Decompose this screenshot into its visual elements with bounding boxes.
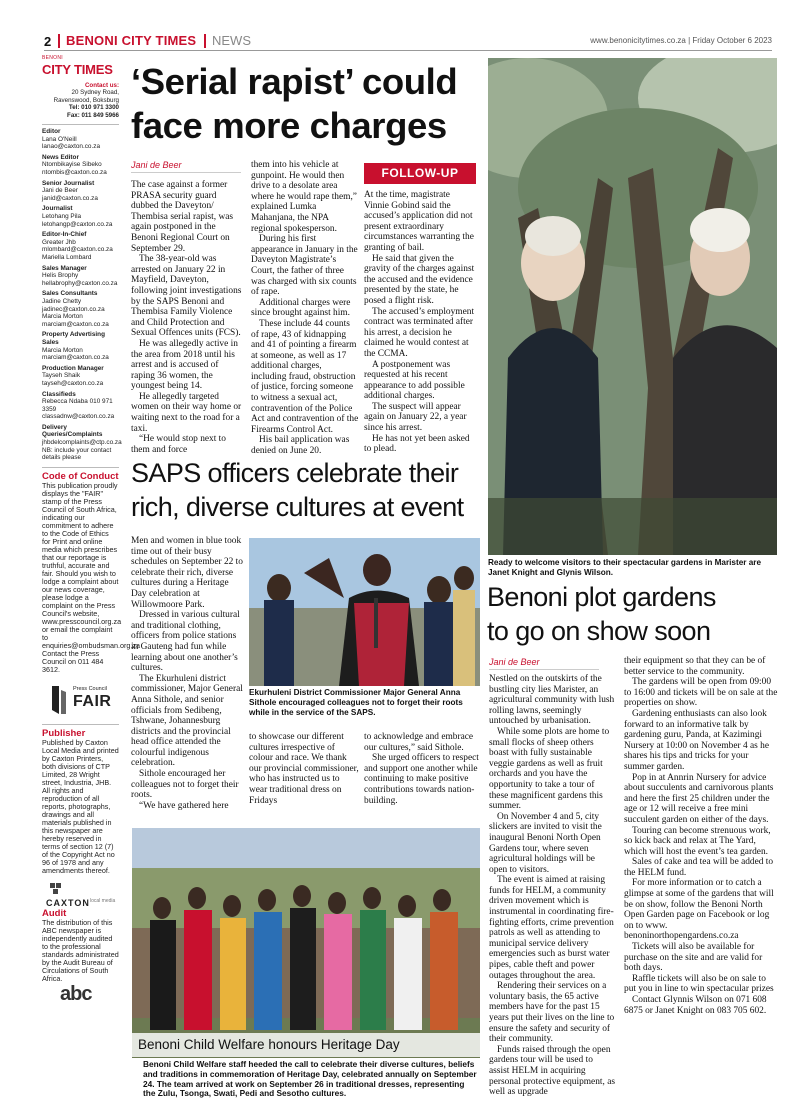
garden-photo	[488, 58, 777, 555]
paragraph: He said that given the gravity of the charges against the accused and the evidence presented by the state, he posed a flight risk.	[364, 253, 475, 306]
staff-list	[42, 128, 122, 462]
staff-email: marciam@caxton.co.za	[42, 354, 109, 362]
url-date: www.benonicitytimes.co.za | Friday October 6 2023	[590, 36, 772, 45]
staff-email2: marciam@caxton.co.za	[42, 320, 109, 328]
paragraph: On November 4 and 5, city slickers are invited to visit the inaugural Benoni North Open Gardens tour, where seven agricultural holdings will be open to visitors.	[489, 811, 602, 875]
logo: CITY TIMES	[42, 61, 113, 77]
fair-stamp	[48, 684, 119, 718]
article1-col1	[131, 180, 244, 455]
caxton-logo	[42, 883, 119, 908]
abc-logo	[60, 982, 119, 1005]
staff-role: Classifieds	[42, 390, 76, 398]
contact-block	[42, 82, 119, 120]
paragraph: Touring can become strenuous work, so kick back and relax at The Yard, which will host the event’s tea garden.	[624, 825, 771, 857]
article2-col1	[131, 536, 244, 811]
code-text: This publication proudly displays the "FAIR" stamp of the Press Council of South Africa, indicating our commitment to adhere to the Code of Ethics for Print and online media which prescribes that our reportage is truthful, accurate and fair. Should you wish to lodge a complaint about our news coverage, please lodge a complaint on the Press Council's website, www.presscouncil.org.za or email the complaint to enquiries@ombudsman.org.za Contact the Press Council on 011 484 3612.	[42, 480, 140, 674]
publisher-heading: Publisher	[42, 727, 86, 739]
staff-email: tayseh@caxton.co.za	[42, 379, 104, 387]
saps-photo	[249, 538, 480, 686]
staff-entry	[42, 128, 119, 151]
article1-col3	[364, 190, 477, 455]
article1-col2	[251, 160, 359, 457]
child-welfare-title: Benoni Child Welfare honours Heritage Day	[132, 1033, 480, 1057]
staff-name: Rebecca Ndaba 010 971 3359	[42, 398, 113, 413]
article2-col2	[249, 732, 359, 806]
paragraph: The suspect will appear again on January 22, a year since his arrest.	[364, 401, 467, 434]
section-name: NEWS	[212, 33, 251, 48]
contact-heading: Contact us:	[84, 81, 119, 89]
caxton-mark-icon	[50, 883, 66, 897]
paragraph: While some plots are home to small flocks of sheep others boast with fully sustainable veggie gardens as well as fruit orchards and you have the opportunity to take a tour of these magnificent gardens this summer.	[489, 726, 610, 812]
header-divider	[204, 34, 206, 48]
staff-entry	[42, 180, 119, 203]
paragraph: She urged officers to respect and support one another while continuing to make positive contributions towards nation-building.	[364, 753, 479, 806]
staff-email: lanao@caxton.co.za	[42, 143, 101, 151]
paragraph: The case against a former PRASA security guard dubbed the Daveyton/ Thembisa serial rapist, was again postponed in the Benoni Regional Court on September 29.	[131, 180, 234, 254]
staff-name: jhbdelcomplaints@ctp.co.za	[42, 439, 122, 447]
paragraph: He allegedly targeted women on their way home or waiting next to the road for a taxi.	[131, 391, 242, 434]
audit-heading: Audit	[42, 907, 67, 919]
staff-role: Sales Consultants	[42, 290, 98, 298]
headline-line: ‘Serial rapist’ could	[131, 61, 458, 102]
article4-col1	[489, 674, 615, 1098]
staff-entry	[42, 205, 119, 228]
staff-entry	[42, 290, 119, 328]
abc-text: abc	[60, 982, 92, 1005]
paragraph: For more information or to catch a glimpse at some of the gardens that will be on show, follow the Benoni North Open Garden page on Facebook or log on to www. benoninorthopengardens.co.za	[624, 878, 774, 942]
headline-line: face more charges	[131, 105, 447, 146]
staff-email: letohangp@caxton.co.za	[42, 220, 113, 228]
paragraph: Dressed in various cultural and traditional clothing, officers from police stations in Gauteng had fun while learning about one another’s cultures.	[131, 610, 240, 674]
paragraph: to acknowledge and embrace our cultures,” said Sithole.	[364, 732, 474, 753]
headline-line: Benoni plot gardens	[487, 582, 716, 612]
paragraph: Pop in at Annrin Nursery for advice about succulents and carnivorous plants and here the first 25 children under the age or 12 will receive a free mini succulent garden on either of the days.	[624, 772, 774, 825]
byline-rule	[131, 172, 241, 173]
staff-name: Letohang Pila	[42, 213, 82, 221]
paragraph: Sithole encouraged her colleagues not to forget their roots.	[131, 769, 239, 801]
article1-headline	[131, 60, 476, 148]
staff-extra: Mariella Lombard	[42, 254, 92, 261]
staff-email: NB: include your contact details please	[42, 446, 112, 462]
masthead-sidebar	[42, 55, 140, 1107]
staff-entry	[42, 154, 119, 177]
logo-small: BENONI	[42, 55, 63, 61]
staff-extra: Marcia Morton	[42, 313, 83, 321]
paragraph: At the time, magistrate Vinnie Gobind said the accused’s application did not present extraordinary circumstances warranting the granting of bail.	[364, 190, 474, 253]
staff-entry	[42, 331, 119, 361]
staff-entry	[42, 231, 119, 261]
paper-name: BENONI CITY TIMES	[66, 33, 197, 48]
fair-stamp-icon	[48, 684, 70, 716]
saps-photo-caption: Ekurhuleni District Commissioner Major General Anna Sithole encouraged colleagues not to forget their roots while in the service of the SAPS.	[249, 688, 463, 717]
paragraph: The accused’s employment contract was terminated after his arrest, a decision he claimed he would contest at the CCMA.	[364, 306, 475, 359]
paragraph: A postponement was requested at his recent appearance to add possible additional charges.	[364, 359, 465, 402]
paragraph: “He would stop next to them and force	[131, 434, 226, 455]
code-heading: Code of Conduct	[42, 470, 119, 482]
child-welfare-photo	[132, 828, 480, 1058]
contact-line: Ravenswood, Boksburg	[53, 96, 119, 104]
article4-headline	[487, 580, 777, 648]
staff-role: Journalist	[42, 205, 73, 213]
paragraph: The gardens will be open from 09:00 to 16:00 and tickets will be on sale at the properties on show.	[624, 677, 778, 709]
paragraph: them into his vehicle at gunpoint. He would then drive to a desolate area where he would rape them,” explained Lumka Mahanjana, the NPA regional spokesperson.	[251, 160, 357, 234]
staff-entry	[42, 391, 119, 421]
garden-photo-caption: Ready to welcome visitors to their spectacular gardens in Marister are Janet Knight and Glynis Wilson.	[488, 558, 762, 577]
paragraph: Contact Glynnis Wilson on 071 608 6875 or Janet Knight on 083 705 602.	[624, 995, 767, 1016]
staff-name: Marcia Morton	[42, 346, 83, 354]
contact-line: 20 Sydney Road,	[71, 89, 119, 97]
byline-rule	[489, 669, 599, 670]
staff-role: Editor-In-Chief	[42, 231, 87, 239]
header-rule	[44, 50, 772, 51]
paragraph: Raffle tickets will also be on sale to put you in line to win spectacular prizes	[624, 973, 774, 995]
staff-name: Jadine Chetty	[42, 297, 82, 305]
staff-email: jadinec@caxton.co.za	[42, 305, 105, 313]
paragraph: Men and women in blue took time out of their busy schedules on September 22 to celebrate their rich, diverse cultures during a Heritage Day celebration at Willowmoore Park.	[131, 536, 243, 610]
publisher-text: Published by Caxton Local Media and printed by Caxton Printers, both divisions of CTP Limited, 28 Wright street, Industria, JHB. All rights and reproduction of all reports, photographs, drawings and all materials published in this newspaper are hereby reserved in terms of section 12 (7) of the Copyright Act no 96 of 1978 and any amendments thereof.	[42, 737, 119, 875]
staff-role: Editor	[42, 128, 61, 136]
staff-email: ntombis@caxton.co.za	[42, 169, 107, 177]
staff-role: News Editor	[42, 153, 79, 161]
paragraph: Funds raised through the open gardens tour will be used to assist HELM in acquiring personal protective equipment, as well as upgrade	[489, 1044, 615, 1098]
divider	[42, 467, 119, 468]
child-welfare-caption: Benoni Child Welfare staff heeded the call to celebrate their diverse cultures, beliefs and traditions in commemoration of Heritage Day, celebrated annually on September 24. The team arrived at work on September 26 in traditional dresses, representing the Zulu, Tsonga, Swati, Pedi and Sesotho cultures.	[143, 1059, 477, 1099]
paragraph: His bail application was denied on June 20.	[251, 435, 350, 457]
paragraph: Rendering their services on a voluntary basis, the 65 active members have for the past 15 years put their lives on the line to ensure the safety and security of their community.	[489, 981, 615, 1045]
paragraph: Tickets will also be available for purchase on the site and are valid for both days.	[624, 942, 763, 974]
paragraph: their equipment so that they can be of better service to the community.	[624, 656, 766, 677]
staff-entry	[42, 265, 119, 288]
contact-line: Tel: 010 971 3300	[68, 104, 119, 112]
article2-col3	[364, 732, 480, 806]
paragraph: Gardening enthusiasts can also look forward to an informative talk by gardening guru, Panda, at Kazimingi Nursery at 10:00 on November 4 as he shares his tips and tricks for your summer garden.	[624, 708, 770, 772]
paragraph: to showcase our different cultures irrespective of colour and race. We thank our provincial commissioner, who has instructed us to wear traditional dress on Fridays	[249, 732, 359, 806]
paragraph: The event is aimed at raising funds for HELM, a community driven movement which is instrumental in coordinating fire-fighting efforts, crime prevention patrols as well as attending to municipal service delivery emergencies such as burst water pipes, cable theft and power outages throughout the area.	[489, 875, 614, 981]
headline-line: SAPS officers celebrate their	[131, 458, 459, 488]
staff-entry	[42, 365, 119, 388]
paragraph: The Ekurhuleni district commissioner, Major General Anna Sithole, and senior officials from Sedibeng, Tshwane, Johannesburg districts and the provincial head office attended the colourful indigenous celebration.	[131, 673, 243, 769]
paragraph: Nestled on the outskirts of the bustling city lies Marister, an agricultural community with lush rolling lawns, seemingly untouched by urbanisation.	[489, 674, 615, 727]
staff-name: Lana O'Neill	[42, 135, 77, 143]
staff-role: Sales Manager	[42, 264, 87, 272]
saps-photo-image	[249, 538, 480, 686]
article2-headline	[131, 456, 483, 524]
divider	[42, 724, 119, 725]
staff-name: Helis Brophy	[42, 272, 79, 280]
paragraph: He has not yet been asked to plead.	[364, 433, 470, 455]
paragraph: These include 44 counts of rape, 43 of kidnapping and 41 of pointing a firearm at someone, as well as 17 additional charges, including fraud, obstruction of justice, forcing someone to witness a sexual act, contravention of the Police Act and contravention of the Firearms Control Act.	[251, 318, 359, 435]
staff-email: mlombard@caxton.co.za	[42, 246, 113, 254]
staff-name: Tayseh Shaik	[42, 372, 81, 380]
staff-role: Property Advertising Sales	[42, 331, 105, 346]
staff-role: Production Manager	[42, 364, 104, 372]
follow-up-tag: FOLLOW-UP	[364, 163, 476, 184]
article4-col2	[624, 656, 778, 1016]
divider	[42, 124, 119, 125]
staff-role: Senior Journalist	[42, 179, 95, 187]
article1-byline: Jani de Beer	[131, 160, 182, 170]
staff-entry	[42, 423, 122, 462]
paragraph: He was allegedly active in the area from 2018 until his arrest and is accused of raping 36 women, the youngest being 14.	[131, 338, 238, 392]
staff-email: classadnw@caxton.co.za	[42, 413, 115, 421]
headline-line: rich, diverse cultures at event	[131, 492, 464, 522]
staff-name: Greater Jhb	[42, 238, 76, 246]
header-divider	[58, 34, 60, 48]
child-welfare-photo-image	[132, 828, 480, 1058]
staff-role: Delivery Queries/Complaints	[42, 423, 103, 439]
paragraph: Additional charges were since brought against him.	[251, 297, 351, 319]
page-number: 2	[44, 34, 52, 49]
caxton-sub: local media	[90, 897, 116, 904]
fair-small: Press Council	[73, 685, 107, 692]
audit-text: The distribution of this ABC newspaper is independently audited to the professional standards administrated by the Audit Bureau of Circulations of South Africa.	[42, 917, 119, 983]
article4-byline: Jani de Beer	[489, 657, 540, 667]
fair-big: FAIR	[73, 692, 112, 710]
staff-name: Ntombikayise Sibeko	[42, 161, 102, 169]
garden-photo-image	[488, 58, 777, 555]
contact-line: Fax: 011 849 5966	[67, 111, 119, 119]
paragraph: During his first appearance in January in the Daveyton Magistrate’s Court, the father of three was charged with six counts of rape.	[251, 234, 358, 298]
paragraph: The 38-year-old was arrested on January 22 in Mayfield, Daveyton, following joint investigations by the SAPS Benoni and Thembisa Family Violence and Child Protection and Sexual Offences units (FCS).	[131, 254, 242, 339]
paragraph: “We have gathered here	[139, 800, 229, 811]
staff-name: Jani de Beer	[42, 187, 78, 195]
staff-email: hellabrophy@caxton.co.za	[42, 279, 118, 287]
paragraph: Sales of cake and tea will be added to the HELM fund.	[624, 857, 774, 878]
staff-email: janid@caxton.co.za	[42, 194, 98, 202]
headline-line: to go on show soon	[487, 616, 711, 646]
caxton-text: CAXTON	[46, 897, 90, 908]
